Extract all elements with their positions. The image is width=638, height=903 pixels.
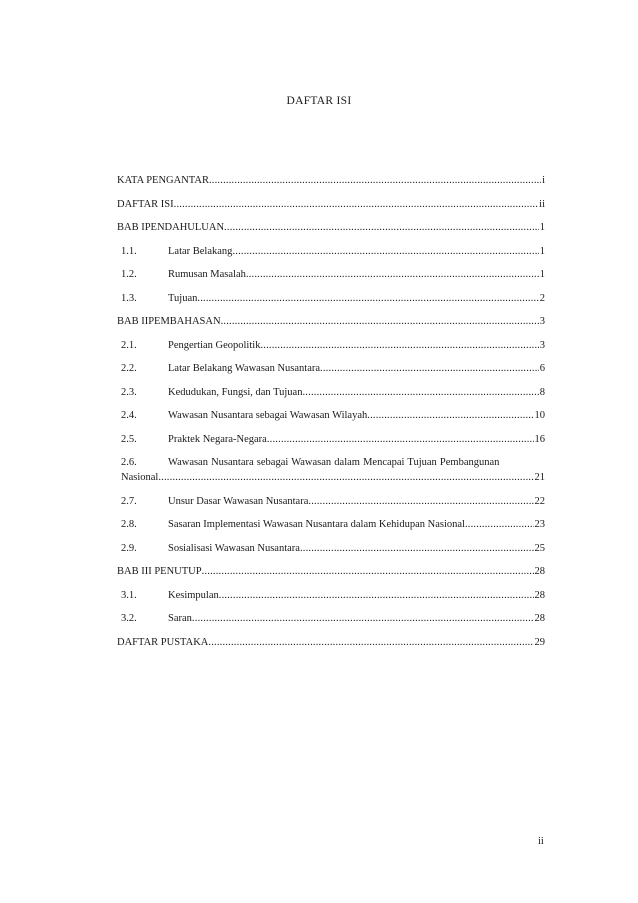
toc-subentry[interactable] [117, 613, 545, 624]
toc-subentry[interactable] [117, 457, 545, 468]
toc-page-number: 25 [534, 542, 545, 554]
toc-label: Kesimpulan [168, 589, 219, 601]
toc-page-number: 6 [539, 363, 545, 374]
toc-subentry[interactable] [117, 293, 545, 304]
toc-subentry[interactable] [117, 543, 545, 554]
toc-subentry[interactable] [117, 387, 545, 398]
toc-label: Unsur Dasar Wawasan Nusantara [168, 495, 309, 507]
toc-page-number: 3 [539, 339, 545, 351]
toc-page-number: 8 [539, 386, 545, 398]
toc-number: 1.1. [121, 245, 137, 257]
toc-leader-dots [367, 410, 533, 421]
toc-number: 2.1. [121, 339, 137, 351]
footer-page-number: ii [538, 836, 544, 847]
toc-page-number: 1 [539, 269, 545, 280]
toc-subentry[interactable] [117, 434, 545, 445]
toc-page-number: 28 [534, 613, 545, 624]
toc-page-number: 1 [539, 245, 545, 257]
toc-label: DAFTAR PUSTAKA [117, 636, 209, 648]
toc-subentry[interactable] [117, 246, 545, 257]
toc-page-number: 16 [534, 433, 545, 445]
toc-page-number: i [542, 175, 545, 186]
toc-leader-dots [208, 637, 533, 648]
toc-page-number: 28 [534, 589, 545, 601]
toc-subentry[interactable] [117, 363, 545, 374]
toc-number: 2.3. [121, 386, 137, 398]
toc-page-number: 22 [534, 495, 545, 507]
toc-leader-dots [260, 340, 538, 351]
toc-leader-dots [246, 269, 539, 280]
toc-label: Sasaran Implementasi Wawasan Nusantara dalam Kehidupan Nasional [168, 519, 465, 530]
toc-leader-dots [202, 566, 534, 577]
toc-label: Latar Belakang Wawasan Nusantara [168, 363, 321, 374]
toc-leader-dots [320, 363, 539, 374]
toc-page-number: 3 [539, 316, 545, 327]
toc-page-number: 1 [539, 222, 545, 233]
toc-number: 2.9. [121, 542, 137, 554]
toc-label: Wawasan Nusantara sebagai Wawasan Wilayah [168, 410, 368, 421]
toc-label: Latar Belakang [168, 245, 233, 257]
toc-page-number: 29 [534, 636, 545, 648]
toc-subentry[interactable] [117, 340, 545, 351]
toc-leader-dots [197, 293, 538, 304]
toc-leader-dots [209, 175, 541, 186]
toc-subentry[interactable] [117, 269, 545, 280]
toc-label: DAFTAR ISI [117, 198, 174, 210]
toc-leader-dots [267, 434, 534, 445]
toc-label: Praktek Negara-Negara [168, 433, 267, 445]
toc-label: Kedudukan, Fungsi, dan Tujuan [168, 386, 303, 398]
toc-label: Wawasan Nusantara sebagai Wawasan dalam Mencapai Tujuan Pembangunan [168, 457, 500, 468]
toc-number: 2.7. [121, 495, 137, 507]
toc-leader-dots [221, 316, 539, 327]
toc-page-number: 10 [534, 410, 545, 421]
toc-number: 2.5. [121, 433, 137, 445]
toc-page-number: 28 [534, 566, 545, 577]
toc-subentry[interactable] [117, 519, 545, 530]
toc-page-number: 21 [534, 472, 545, 483]
toc-entry[interactable] [117, 637, 545, 648]
toc-page-number: 23 [534, 519, 545, 530]
toc-label: BAB IPENDAHULUAN [117, 222, 225, 233]
toc-label: Rumusan Masalah [168, 269, 246, 280]
toc-label: BAB III PENUTUP [117, 566, 202, 577]
toc-number: 2.4. [121, 410, 137, 421]
toc-page-number: ii [539, 198, 545, 210]
toc-entry[interactable] [117, 175, 545, 186]
toc-subentry[interactable] [117, 496, 545, 507]
toc-leader-dots [308, 496, 533, 507]
toc-entry[interactable] [117, 199, 545, 210]
toc-number: 2.2. [121, 363, 137, 374]
toc-number: 3.1. [121, 589, 137, 601]
page-title: DAFTAR ISI [286, 95, 352, 107]
toc-label-continued: Nasional [121, 472, 159, 483]
toc-number: 1.3. [121, 292, 137, 304]
toc-leader-dots [300, 543, 534, 554]
toc-number: 2.6. [121, 457, 137, 468]
toc-subentry[interactable] [117, 590, 545, 601]
toc-entry[interactable] [117, 222, 545, 233]
toc-subentry[interactable] [117, 410, 545, 421]
toc-leader-dots [158, 472, 533, 483]
toc-page-number: 2 [539, 292, 545, 304]
toc-entry[interactable] [117, 566, 545, 577]
toc-leader-dots [174, 199, 539, 210]
table-of-contents [117, 175, 545, 660]
toc-leader-dots [465, 519, 534, 530]
toc-leader-dots [232, 246, 538, 257]
toc-label: Sosialisasi Wawasan Nusantara [168, 542, 300, 554]
toc-subentry-continuation[interactable] [117, 472, 545, 483]
toc-label: KATA PENGANTAR [117, 175, 209, 186]
toc-entry[interactable] [117, 316, 545, 327]
toc-label: Saran [168, 613, 192, 624]
toc-leader-dots [224, 222, 539, 233]
toc-number: 1.2. [121, 269, 137, 280]
toc-leader-dots [219, 590, 534, 601]
toc-leader-dots [192, 613, 534, 624]
toc-label: BAB IIPEMBAHASAN [117, 316, 221, 327]
toc-number: 2.8. [121, 519, 137, 530]
toc-label: Pengertian Geopolitik [168, 339, 261, 351]
toc-leader-dots [302, 387, 538, 398]
toc-number: 3.2. [121, 613, 137, 624]
toc-label: Tujuan [168, 292, 198, 304]
